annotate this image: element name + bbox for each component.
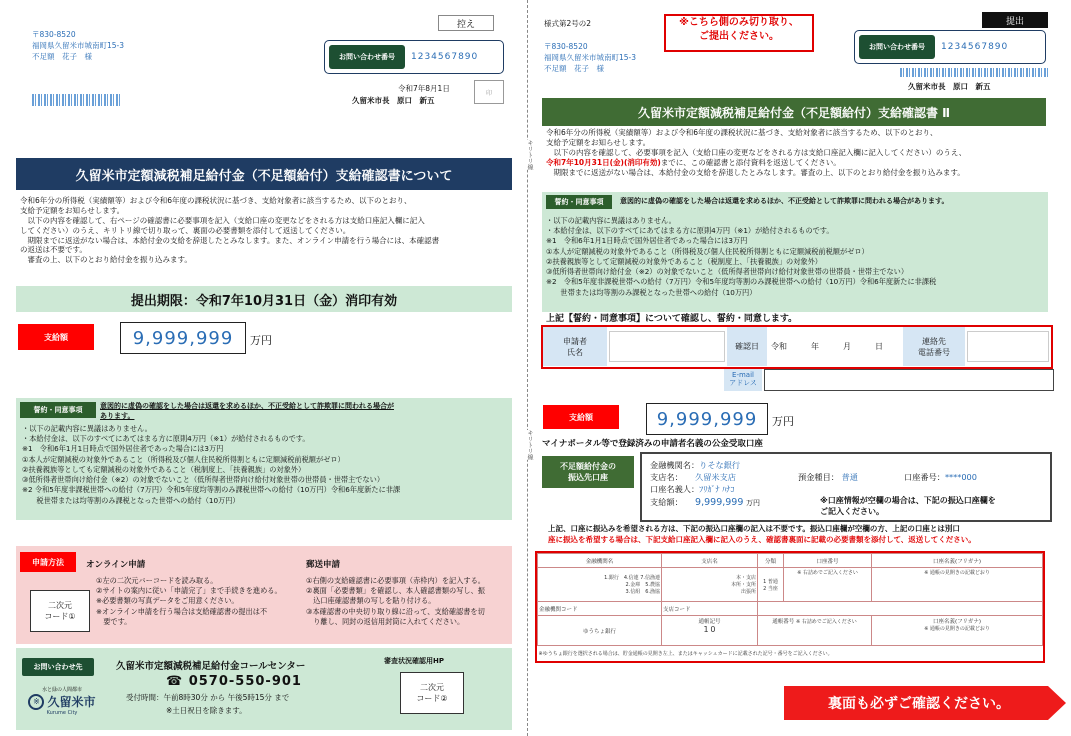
contact-label: お問い合わせ先 [22, 658, 94, 676]
passbook-number-note: ※ 右詰めでご記入ください [795, 619, 857, 625]
city-english: Kurume City [46, 710, 78, 716]
left-pledge-line: ②扶養親族等としても定額減税の対象外であること（税制度上、「扶養親族」の対象外） [22, 464, 306, 474]
call-center-phone: ☎ 0570-550-901 [166, 674, 302, 689]
right-deadline: 令和7年10月31日(金)(消印有効) [546, 157, 661, 167]
left-intro-line: してください）のうえ、キリトリ線で切り取って、裏面の必要書類を添付して返送してください。 [20, 225, 351, 235]
passbook-symbol-field[interactable] [662, 616, 758, 646]
right-pledge-heading: 意図的に虚偽の確認をした場合は返還を求めるほか、不正受給として詐欺罪に問われる場合があります。 [620, 197, 949, 205]
right-deadline-after: までに、この確認書と添付資料を返送してください。 [660, 157, 841, 167]
col-account-number: 口座番号 [784, 554, 872, 568]
mail-step: 込口座確認書類の写しを貼り付ける。 [306, 596, 436, 606]
passbook-symbol-label: 通帳記号 [698, 619, 721, 625]
right-pledge-line: ※1 令和6年1月1日時点で国外居住者であった場合には3万円 [546, 236, 748, 246]
copy-label: 控え [438, 15, 494, 31]
mail-step: ③本確認書の中央切り取り線に沿って、支給確認書を切 [306, 606, 485, 616]
left-pledge-section [16, 398, 512, 520]
right-barcode [900, 68, 1048, 77]
applicant-form [541, 325, 1053, 369]
cut-line-label-top: キリトリ線 [520, 140, 534, 170]
left-pledge-line: 税世帯または均等割のみ課税となった世帯への給付（10万円） [22, 495, 240, 505]
mynaportal-text: マイナポータル等で登録済みの申請者名義の公金受取口座 [542, 439, 763, 449]
bank-label: 金融機関名： [650, 460, 700, 470]
left-amount-unit: 万円 [250, 334, 272, 347]
left-intro-line: 以下の内容を確認して、右ページの確認書に必要事項を記入（支給口座の変更などをされる方は支給口座記入欄に記入 [20, 215, 425, 225]
phone-field[interactable] [967, 331, 1049, 362]
call-center-hours: 受付時間：午前8時30分 から 午後5時15分 まで [126, 693, 290, 702]
col-account-holder: 口座名義(フリガナ) [872, 554, 1043, 568]
left-inquiry-label: お問い合わせ番号 [329, 45, 405, 69]
right-mayor: 久留米市長 原口 新五 [908, 82, 991, 91]
registered-account [640, 452, 1052, 522]
email-label: E-mail アドレス [724, 369, 762, 391]
right-intro-line: 期限までに返送がない場合は、本給付金の支給を辞退したとみなします。審査の上、以下のとおり給付金を振り込みます。 [546, 167, 965, 177]
left-intro-line: 令和6年分の所得税（実績額等）および令和6年度の課税状況に基づき、支給対象者に該当するため、以下のとおり、 [20, 196, 412, 205]
applicant-name-label: 申請者 氏名 [543, 327, 607, 366]
right-inquiry-label: お問い合わせ番号 [859, 35, 935, 59]
cut-notice: ※こちら側のみ切り取り、 ご提出ください。 [664, 14, 814, 52]
left-pledge-line: ・本給付金は、以下のすべてにあてはまる方に原則4万円（※1）が給付されるものです。 [22, 434, 310, 444]
transfer-note-line: 座に振込を希望する場合は、下記支給口座記入欄に記入のうえ、確認書裏面に記載の必要書類を添付して、返送してください。 [548, 534, 976, 544]
class-field[interactable]: 1 普通 2 当座 [758, 568, 784, 602]
phone-label: 連絡先 電話番号 [903, 327, 965, 366]
call-center-name: 久留米市定額減税補足給付金コールセンター [116, 661, 306, 672]
online-step: ②サイトの案内に従い「申請完了」まで手続きを進める。 [96, 586, 282, 596]
left-title: 久留米市定額減税補足給付金（不足額給付）支給確認書について [16, 158, 512, 190]
yucho-holder-field[interactable] [872, 616, 1043, 646]
left-method-section [16, 546, 512, 644]
passbook-symbol-zero: 0 [710, 625, 716, 634]
right-amount-label: 支給額 [543, 405, 619, 429]
yucho-holder-note: ※ 通帳の見開きの記載どおり [924, 626, 990, 632]
right-pledge-line: ②扶養親族等として定額減税の対象外であること（税制度上、「扶養親族」の対象外） [546, 256, 822, 266]
online-step: ※オンライン申請を行う場合は支給確認書の提出は不 [96, 606, 268, 616]
confirm-date-field[interactable]: 令和 年 月 日 [771, 342, 883, 351]
city-emblem-icon: ※ [28, 694, 44, 710]
mail-step: ②裏面「必要書類」を確認し、本人確認書類の写し、振 [306, 586, 485, 596]
account-no-value: ****000 [944, 472, 977, 482]
mail-steps [306, 576, 510, 627]
email-field[interactable] [764, 369, 1054, 391]
left-intro-line: の返送は不要です。 [20, 245, 87, 255]
confirm-date-label: 確認日 [727, 327, 767, 366]
right-amount-unit: 万円 [772, 415, 794, 428]
col-class: 分類 [758, 554, 784, 568]
online-step: ※必要書類の写真データをご用意ください。 [96, 596, 239, 606]
qr-code-2[interactable]: 二次元 コード② [400, 672, 464, 714]
yucho-label: ゆうちょ銀行 [538, 616, 662, 646]
left-pledge-line: ③低所得者世帯向け給付金（※2）の対象でないこと（低所得者世帯向け給付対象世帯の世帯員・世帯主でない） [22, 475, 385, 485]
bank-code-field[interactable]: 金融機関コード [538, 602, 662, 616]
holder-label: 口座名義人： [650, 483, 700, 494]
right-address: 福岡県久留米市城南町15-3 [544, 52, 637, 62]
left-pledge-label: 誓約・同意事項 [20, 402, 96, 418]
left-intro-line: 支給予定額をお知らせします。 [20, 205, 125, 215]
right-intro-line: 以下の内容を確認して、必要事項を記入（支給口座の変更などをされる方は支給口座記入欄に記入してください）のうえ、 [546, 147, 967, 157]
right-pledge-label: 誓約・同意事項 [546, 195, 612, 209]
submit-label: 提出 [982, 12, 1048, 28]
left-contact-section [16, 648, 512, 730]
confirm-text: 上記【誓約・同意事項】について確認し、誓約・同意します。 [546, 314, 798, 324]
right-pledge-line: 世帯または均等割のみ課税となった世帯への給付（10万円） [546, 287, 757, 297]
left-pledge-line: ※2 令和5年度非課税世帯への給付（7万円）令和5年度均等割のみ課税世帯への給付（10万円）令和6年度新たに非課 [22, 485, 401, 495]
pay-value: 9,999,999 [695, 496, 744, 508]
account-no-label: 口座番号： [904, 472, 945, 482]
right-pledge-list [546, 216, 1046, 298]
qr-code-1[interactable]: 二次元 コード① [30, 590, 90, 632]
account-details [650, 460, 760, 509]
mail-step: ①右側の支給確認書に必要事項（赤枠内）を記入する。 [306, 576, 485, 585]
col-bank-name: 金融機関名 [538, 554, 662, 568]
left-amount: 9,999,999 [120, 322, 246, 354]
left-date: 令和7年8月1日 [398, 84, 450, 93]
online-steps [96, 576, 296, 627]
deposit-label: 預金種目： [798, 472, 839, 482]
left-mayor: 久留米市長 原口 新五 [352, 96, 435, 105]
account-holder-field[interactable]: ※ 通帳の見開きの記載どおり [872, 568, 1043, 602]
left-pledge-list [22, 424, 510, 506]
left-inquiry-number: 1234567890 [411, 52, 479, 62]
left-barcode [32, 94, 122, 106]
branch-name-field[interactable]: 本・支店 本所・支所 出張所 [662, 568, 758, 602]
left-inquiry-box [324, 40, 504, 74]
passbook-number-field[interactable] [758, 616, 872, 646]
online-step: ①左の二次元バーコードを読み取る。 [96, 576, 218, 585]
right-title: 久留米市定額減税補足給付金（不足額給付）支給確認書 Ⅱ [542, 98, 1046, 126]
call-center-holidays: ※土日祝日を除きます。 [166, 706, 247, 715]
mail-step: り離し、同封の返信用封筒に入れてください。 [306, 616, 465, 626]
left-intro-line: 審査の上、以下のとおり給付金を振り込みます。 [20, 255, 192, 265]
right-pledge-line: ①本人が定額減税の対象外であること（所得税及び個人住民税所得割ともに定額減税前税額がゼロ） [546, 246, 869, 256]
left-pledge-line: ①本人が定額減税の対象外であること（所得税及び個人住民税所得割ともに定額減税前税額がゼロ） [22, 454, 345, 464]
passbook-symbol-one: 1 [703, 625, 709, 634]
branch-label: 支店名： [650, 471, 679, 482]
right-pledge-section [542, 192, 1048, 312]
right-pledge-line: ③低所得者世帯向け給付金（※2）の対象でないこと（低所得者世帯向け給付対象世帯の世帯員・世帯主でない） [546, 267, 909, 277]
applicant-name-field[interactable] [609, 331, 725, 362]
cut-line-label-bottom: キリトリ線 [520, 430, 534, 460]
yucho-note: ※ゆうちょ銀行を選択される場合は、貯金通帳の見開き左上、またはキャッシュカードに記載された記号・番号をご記入ください。 [538, 651, 833, 657]
right-recipient: 不足額 花子 様 [544, 63, 604, 73]
back-side-banner [784, 686, 1066, 720]
city-tagline: 水と緑の人間都市 [41, 687, 82, 693]
left-pledge-line: ※1 令和6年1月1日時点で国外居住者であった場合には3万円 [22, 444, 224, 454]
right-address-block [544, 42, 636, 75]
city-name: 久留米市 [47, 695, 96, 709]
yucho-holder-label: 口座名義(フリガナ) [932, 619, 982, 625]
right-intro [546, 128, 1046, 177]
seal-stamp: 印 [474, 80, 504, 104]
pay-label: 支給額： [650, 496, 679, 507]
left-address-block [32, 30, 124, 63]
city-logo [20, 686, 104, 716]
pay-unit: 万円 [746, 498, 761, 507]
right-pledge-line: ・本給付金は、以下のすべてにあてはまる方に原則4万円（※1）が給付されるものです。 [546, 226, 834, 236]
left-pledge-heading: 意図的に虚偽の確認をした場合は返還を求めるほか、不正受給として詐欺罪に問われる場合があります。 [100, 402, 394, 420]
bank-name-field[interactable]: 1.銀行 4.信連 7.信漁連 2.金庫 5.農協 3.信組 6.漁協 [538, 568, 662, 602]
back-side-text: 裏面も必ずご確認ください。 [828, 696, 1010, 712]
left-intro [20, 196, 510, 265]
right-inquiry-number: 1234567890 [941, 42, 1009, 52]
left-deadline: 提出期限：令和7年10月31日（金）消印有効 [16, 286, 512, 312]
branch-code-field[interactable]: 支店コード [662, 602, 758, 616]
holder-value: ﾌﾘｶﾞﾅ ﾊﾅｺ [699, 483, 735, 494]
hp-label: 審査状況確認用HP [384, 657, 444, 665]
method-label: 申請方法 [20, 552, 76, 572]
blank-account-note: ※口座情報が空欄の場合は、下記の振込口座欄を ご記入ください。 [820, 496, 996, 516]
online-title: オンライン申請 [86, 560, 146, 570]
branch-value: 久留米支店 [695, 471, 736, 482]
right-pledge-line: ・以下の記載内容に異議はありません。 [546, 216, 676, 225]
form-number: 様式第2号の2 [544, 19, 592, 28]
right-inquiry-box [854, 30, 1046, 64]
left-address: 福岡県久留米市城南町15-3 [32, 40, 125, 50]
online-step: 要です。 [96, 616, 132, 626]
left-pledge-line: ・以下の記載内容に異議はありません。 [22, 424, 152, 433]
mail-title: 郵送申請 [306, 560, 341, 570]
right-intro-line: 支給予定額をお知らせします。 [546, 137, 651, 147]
left-amount-label: 支給額 [18, 324, 94, 350]
transfer-note-line: 上記、口座に振込みを希望される方は、下記の振込口座欄の記入は不要です。振込口座欄が空欄の方、上記の口座とは別口 [548, 524, 960, 533]
left-postal: 〒830-8520 [32, 30, 76, 39]
deposit-value: 普通 [841, 472, 858, 482]
right-pledge-line: ※2 令和5年度非課税世帯への給付（7万円）令和5年度均等割のみ課税世帯への給付（10万円）令和6年度新たに非課税 [546, 277, 937, 287]
left-recipient: 不足額 花子 様 [32, 51, 92, 61]
transfer-note [548, 524, 1048, 545]
bank-value: りそな銀行 [699, 460, 741, 470]
right-postal: 〒830-8520 [544, 42, 588, 51]
account-label: 不足額給付金の 振込先口座 [542, 456, 634, 488]
bank-account-form [535, 551, 1045, 663]
cut-line[interactable] [527, 0, 528, 736]
account-number-field[interactable]: ※ 右詰めでご記入ください [784, 568, 872, 602]
right-amount: 9,999,999 [646, 403, 768, 435]
passbook-number-label: 通帳番号 [772, 619, 795, 625]
right-intro-line: 令和6年分の所得税（実績額等）および令和6年度の課税状況に基づき、支給対象者に該当するため、以下のとおり、 [546, 128, 938, 137]
left-intro-line: 期限までに返送がない場合は、本給付金の支給を辞退したとみなします。また、オンライン申請を行う場合には、本確認書 [20, 235, 440, 245]
col-branch-name: 支店名 [662, 554, 758, 568]
